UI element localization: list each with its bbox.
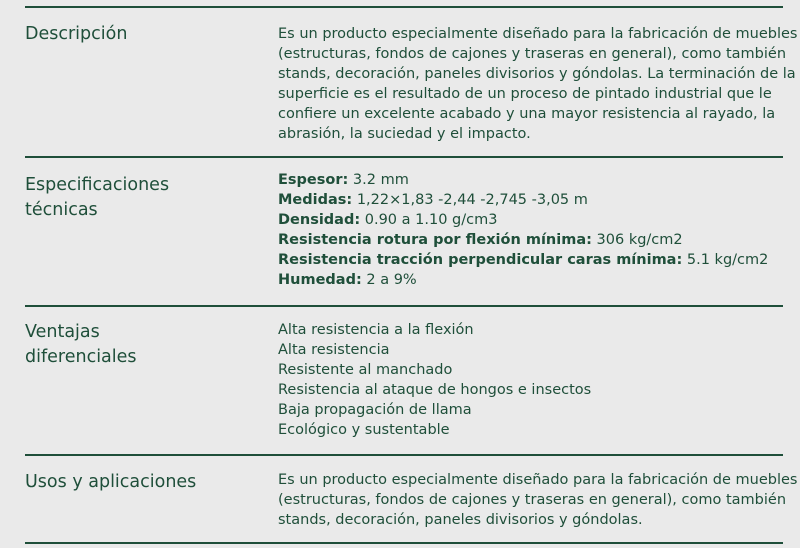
spec-medidas [278, 190, 783, 210]
list-item: Resistencia al ataque de hongos e insectos [278, 382, 592, 398]
list-item: Baja propagación de llama [278, 402, 472, 418]
spec-humedad [278, 270, 783, 290]
spec-label: Resistencia rotura por flexión mínima: [278, 232, 592, 248]
spec-densidad [278, 210, 783, 230]
section-title [25, 173, 278, 305]
section-especificaciones [25, 156, 783, 305]
spec-value: 5.1 kg/cm2 [682, 252, 769, 268]
section-title-line: Descripción [25, 24, 128, 44]
spec-espesor [278, 170, 783, 190]
section-title-line: Ventajas [25, 322, 100, 342]
list-item: Resistente al manchado [278, 362, 453, 378]
spec-value: 0.90 a 1.10 g/cm3 [360, 212, 498, 228]
section-title [25, 320, 278, 454]
body-line: (estructuras, fondos de cajones y traseras en general), como también [278, 46, 787, 62]
spec-label: Densidad: [278, 212, 361, 228]
section-body [278, 24, 797, 156]
spec-value: 1,22×1,83 -2,44 -2,745 -3,05 m [352, 192, 588, 208]
section-body [278, 320, 783, 454]
body-line: stands, decoración, paneles divisorios y góndolas. [278, 512, 643, 528]
body-line: superficie es el resultado de un proceso de pintado industrial que le [278, 86, 772, 102]
body-line: abrasión, la suciedad y el impacto. [278, 126, 531, 142]
section-title-line: Especificaciones [25, 175, 170, 195]
spec-value: 3.2 mm [348, 172, 409, 188]
spec-value: 2 a 9% [361, 272, 417, 288]
list-item: Alta resistencia [278, 342, 390, 358]
spec-label: Resistencia tracción perpendicular caras mínima: [278, 252, 683, 268]
section-title [25, 470, 278, 542]
product-details [25, 6, 798, 544]
spec-value: 306 kg/cm2 [591, 232, 683, 248]
body-line: (estructuras, fondos de cajones y traseras en general), como también [278, 492, 787, 508]
body-line: Es un producto especialmente diseñado para la fabricación de muebles [278, 472, 798, 488]
section-descripcion [25, 6, 798, 156]
section-title-line: diferenciales [25, 347, 137, 367]
spec-label: Espesor: [278, 172, 349, 188]
spec-resistencia-flexion [278, 230, 783, 250]
spec-resistencia-traccion [278, 250, 783, 270]
body-line: stands, decoración, paneles divisorios y góndolas. La terminación de la [278, 66, 796, 82]
section-title-line: técnicas [25, 200, 98, 220]
section-usos [25, 454, 798, 544]
spec-label: Humedad: [278, 272, 362, 288]
spec-label: Medidas: [278, 192, 353, 208]
section-body [278, 170, 783, 305]
list-item: Alta resistencia a la flexión [278, 322, 474, 338]
list-item: Ecológico y sustentable [278, 422, 450, 438]
section-body [278, 470, 797, 542]
section-title [25, 22, 278, 156]
body-line: Es un producto especialmente diseñado para la fabricación de muebles [278, 26, 798, 42]
body-line: confiere un excelente acabado y una mayor resistencia al rayado, la [278, 106, 776, 122]
section-ventajas [25, 305, 783, 454]
section-title-line: Usos y aplicaciones [25, 472, 197, 492]
